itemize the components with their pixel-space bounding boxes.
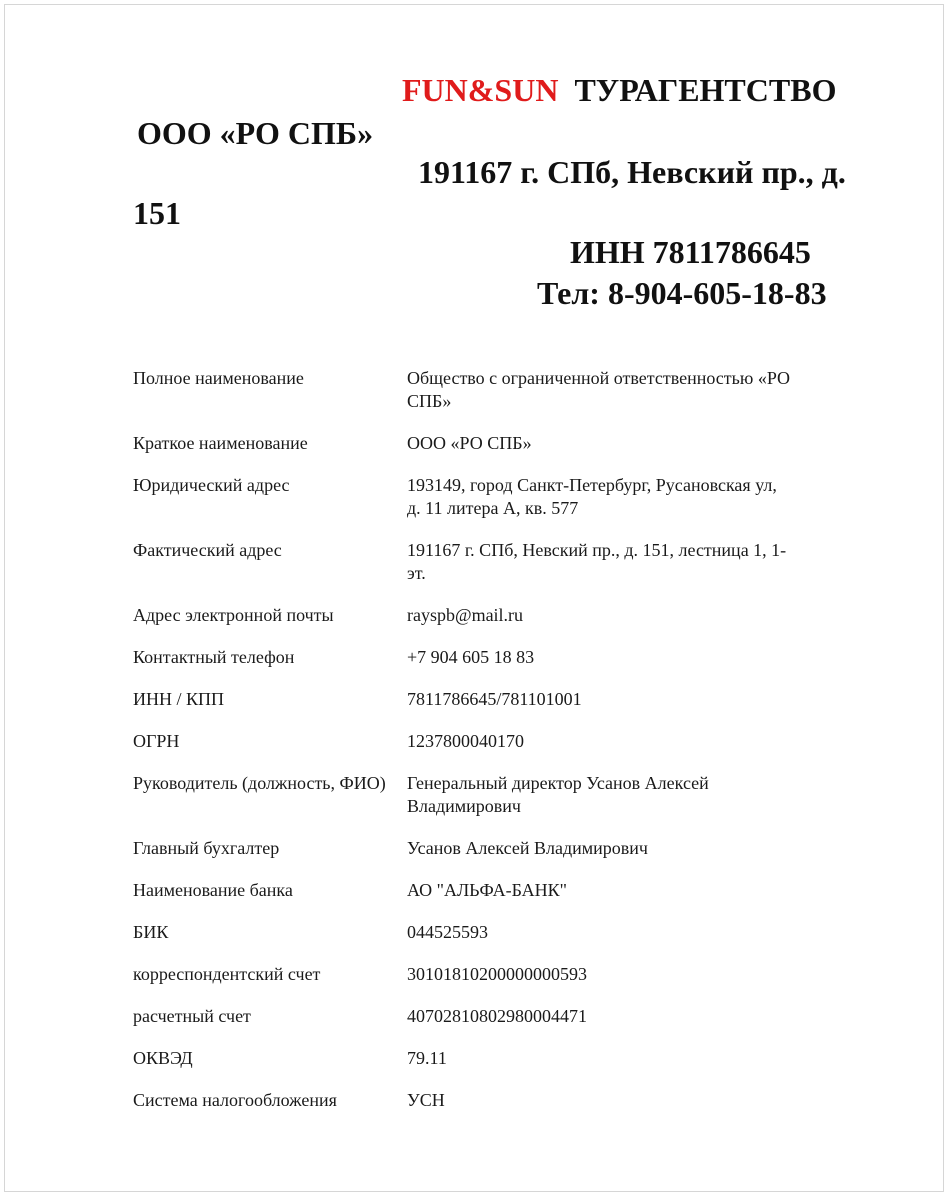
requisite-value: 40702810802980004471 xyxy=(407,1006,587,1026)
requisite-row-corr-account xyxy=(133,963,793,986)
requisite-label: Фактический адрес xyxy=(133,540,282,560)
requisite-label: Краткое наименование xyxy=(133,433,308,453)
requisite-row-ogrn xyxy=(133,730,793,753)
requisite-label: Полное наименование xyxy=(133,368,304,388)
requisite-value: 30101810200000000593 xyxy=(407,964,587,984)
requisite-row-accountant xyxy=(133,837,793,860)
requisite-value: ООО «РО СПБ» xyxy=(407,433,532,453)
brand-heading xyxy=(402,72,836,109)
requisite-value: 79.11 xyxy=(407,1048,447,1068)
brand-subtitle: ТУРАГЕНТСТВО xyxy=(574,72,837,108)
requisite-row-inn-kpp xyxy=(133,688,793,711)
requisite-value: Усанов Алексей Владимирович xyxy=(407,838,648,858)
inn-line: ИНН 7811786645 xyxy=(570,234,811,270)
requisites-table xyxy=(133,367,793,1131)
requisite-row-bik xyxy=(133,921,793,944)
requisite-label: ИНН / КПП xyxy=(133,689,225,709)
requisite-value: +7 904 605 18 83 xyxy=(407,647,535,667)
address-line-1: 191167 г. СПб, Невский пр., д. xyxy=(418,154,846,190)
requisite-label: БИК xyxy=(133,922,169,942)
requisite-row-actual-address xyxy=(133,539,793,585)
requisite-row-full-name xyxy=(133,367,793,413)
requisite-value: 193149, город Санкт-Петербург, Русановская ул, д. 11 литера А, кв. 577 xyxy=(407,475,777,518)
requisite-row-email xyxy=(133,604,793,627)
requisite-label: Контактный телефон xyxy=(133,647,295,667)
requisite-label: Адрес электронной почты xyxy=(133,605,334,625)
company-name: ООО «РО СПБ» xyxy=(137,115,374,151)
requisite-label: Главный бухгалтер xyxy=(133,838,280,858)
requisite-label: расчетный счет xyxy=(133,1006,251,1026)
requisite-label: ОКВЭД xyxy=(133,1048,193,1068)
requisite-label: Наименование банка xyxy=(133,880,293,900)
requisite-row-tax-system xyxy=(133,1089,793,1112)
requisite-label: ОГРН xyxy=(133,731,180,751)
requisite-value: 191167 г. СПб, Невский пр., д. 151, лестница 1, 1-эт. xyxy=(407,540,787,583)
requisite-label: Система налогообложения xyxy=(133,1090,337,1110)
requisite-row-director xyxy=(133,772,793,818)
requisite-value: rayspb@mail.ru xyxy=(407,605,524,625)
brand-name: FUN&SUN xyxy=(402,72,559,108)
requisite-value: АО "АЛЬФА-БАНК" xyxy=(407,880,568,900)
requisite-value: 044525593 xyxy=(407,922,488,942)
requisite-value: УСН xyxy=(407,1090,445,1110)
requisite-row-short-name xyxy=(133,432,793,455)
requisite-value: Общество с ограниченной ответственностью «РО СПБ» xyxy=(407,368,791,411)
requisite-row-legal-address xyxy=(133,474,793,520)
requisite-value: 1237800040170 xyxy=(407,731,524,751)
requisite-row-bank xyxy=(133,879,793,902)
requisite-row-okved xyxy=(133,1047,793,1070)
requisite-label: корреспондентский счет xyxy=(133,964,321,984)
requisite-value: 7811786645/781101001 xyxy=(407,689,582,709)
address-line-2: 151 xyxy=(133,195,181,231)
requisite-label: Юридический адрес xyxy=(133,475,290,495)
requisite-row-phone xyxy=(133,646,793,669)
requisite-label: Руководитель (должность, ФИО) xyxy=(133,773,386,793)
requisite-row-settlement-account xyxy=(133,1005,793,1028)
phone-line: Тел: 8-904-605-18-83 xyxy=(537,275,827,311)
requisite-value: Генеральный директор Усанов Алексей Владимирович xyxy=(407,773,709,816)
